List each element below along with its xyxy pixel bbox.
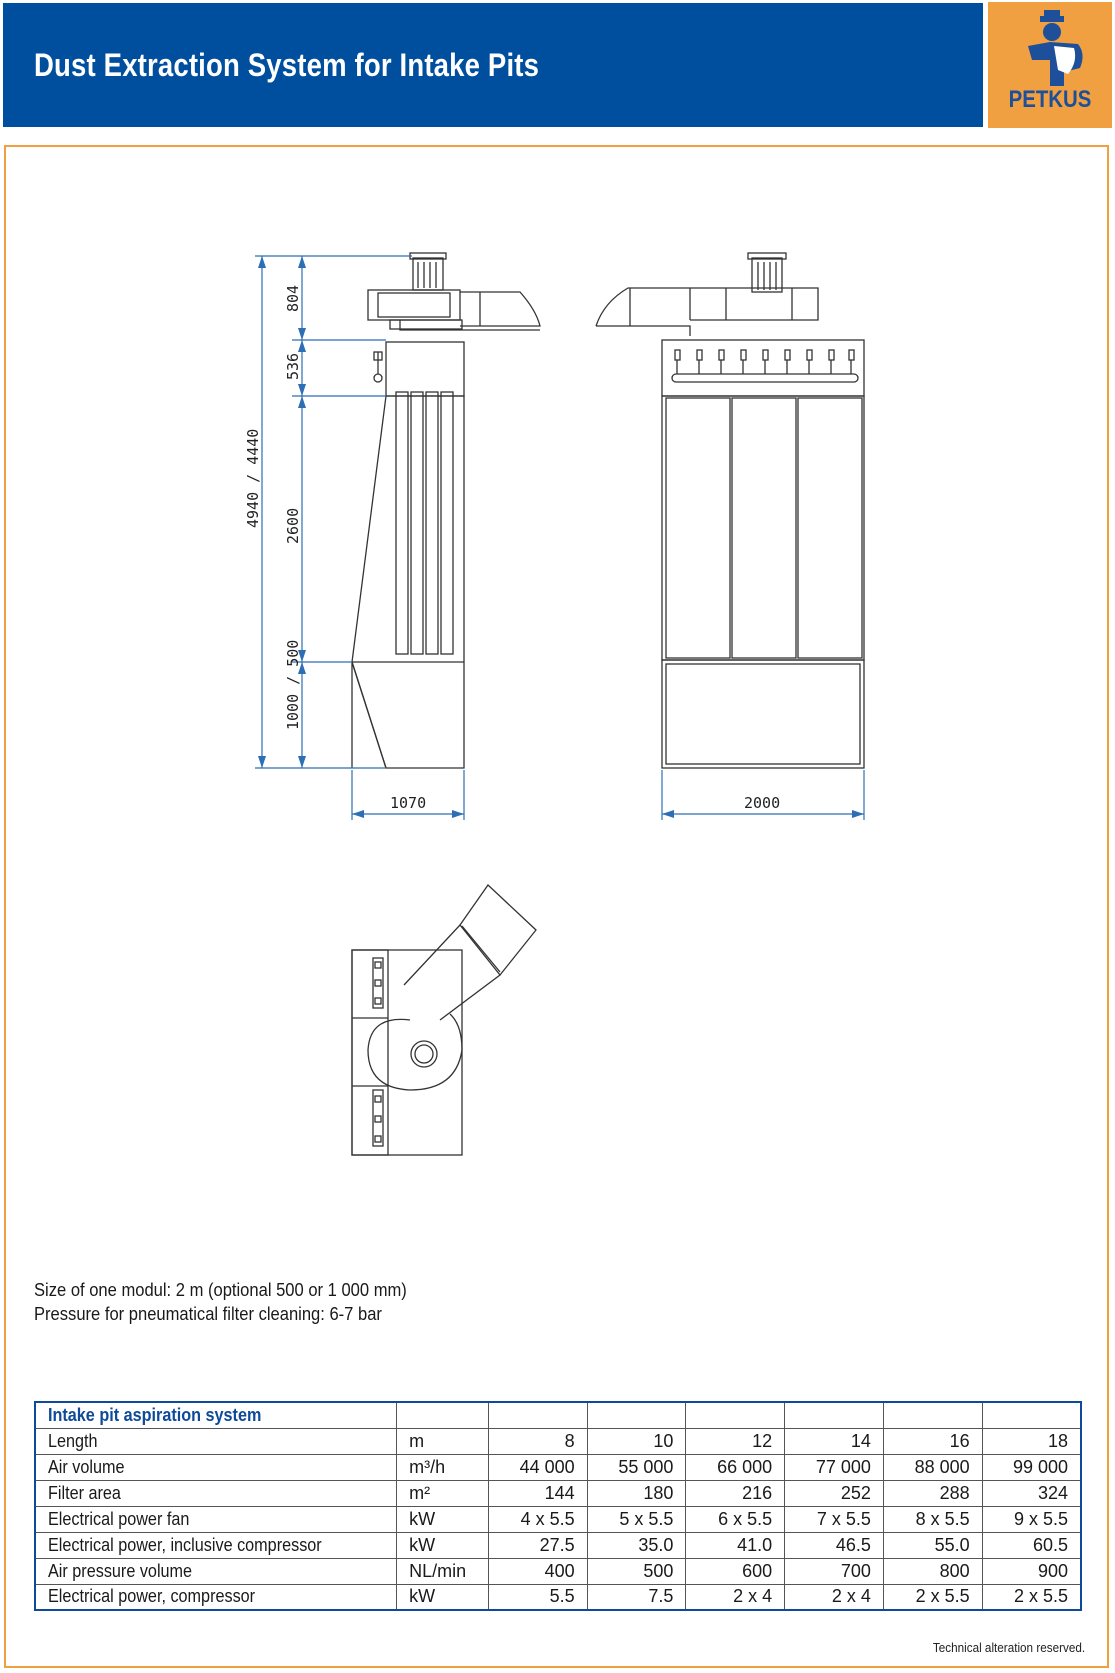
dim-1070: 1070 bbox=[390, 794, 427, 812]
cell: 2 x 4 bbox=[686, 1584, 785, 1610]
cell: 5 x 5.5 bbox=[587, 1506, 686, 1532]
cell: 46.5 bbox=[785, 1532, 884, 1558]
table-row bbox=[35, 1480, 1081, 1506]
side-view bbox=[352, 253, 540, 768]
top-view bbox=[352, 885, 536, 1155]
cell: 288 bbox=[883, 1480, 982, 1506]
dim-536: 536 bbox=[284, 352, 302, 380]
row-label: Filter area bbox=[35, 1480, 397, 1506]
table-row bbox=[35, 1506, 1081, 1532]
spec-table bbox=[34, 1401, 1082, 1611]
cell: 55.0 bbox=[883, 1532, 982, 1558]
cell: 8 x 5.5 bbox=[883, 1506, 982, 1532]
cell: 400 bbox=[488, 1558, 587, 1584]
cell: 88 000 bbox=[883, 1454, 982, 1480]
cell: 144 bbox=[488, 1480, 587, 1506]
dim-2600: 2600 bbox=[284, 507, 302, 544]
cell: 7 x 5.5 bbox=[785, 1506, 884, 1532]
row-label: Air volume bbox=[35, 1454, 397, 1480]
table-title: Intake pit aspiration system bbox=[35, 1402, 397, 1428]
cell: 180 bbox=[587, 1480, 686, 1506]
row-unit: kW bbox=[397, 1506, 489, 1532]
cell: 12 bbox=[686, 1428, 785, 1454]
logo-text: PETKUS bbox=[1008, 86, 1092, 113]
cell: 10 bbox=[587, 1428, 686, 1454]
page-title: Dust Extraction System for Intake Pits bbox=[34, 47, 540, 83]
row-label: Air pressure volume bbox=[35, 1558, 397, 1584]
cell: 2 x 4 bbox=[785, 1584, 884, 1610]
cell: 60.5 bbox=[982, 1532, 1081, 1558]
cell: 77 000 bbox=[785, 1454, 884, 1480]
cell: 600 bbox=[686, 1558, 785, 1584]
cell: 16 bbox=[883, 1428, 982, 1454]
cell: 6 x 5.5 bbox=[686, 1506, 785, 1532]
row-label: Electrical power fan bbox=[35, 1506, 397, 1532]
table-row bbox=[35, 1584, 1081, 1610]
cell: 44 000 bbox=[488, 1454, 587, 1480]
row-label: Electrical power, inclusive compressor bbox=[35, 1532, 397, 1558]
dim-2000: 2000 bbox=[744, 794, 781, 812]
cell: 35.0 bbox=[587, 1532, 686, 1558]
front-view bbox=[596, 253, 864, 768]
cell: 14 bbox=[785, 1428, 884, 1454]
row-label: Length bbox=[35, 1428, 397, 1454]
cell: 252 bbox=[785, 1480, 884, 1506]
row-unit: m³/h bbox=[397, 1454, 489, 1480]
cell: 7.5 bbox=[587, 1584, 686, 1610]
cell: 99 000 bbox=[982, 1454, 1081, 1480]
footnote: Technical alteration reserved. bbox=[932, 1640, 1085, 1655]
table-row bbox=[35, 1558, 1081, 1584]
cell: 18 bbox=[982, 1428, 1081, 1454]
cell: 5.5 bbox=[488, 1584, 587, 1610]
row-unit: NL/min bbox=[397, 1558, 489, 1584]
cell: 2 x 5.5 bbox=[982, 1584, 1081, 1610]
dim-4940-4440: 4940 / 4440 bbox=[244, 428, 262, 528]
cell: 9 x 5.5 bbox=[982, 1506, 1081, 1532]
cell: 8 bbox=[488, 1428, 587, 1454]
dim-1000-500: 1000 / 500 bbox=[284, 639, 302, 730]
cell: 900 bbox=[982, 1558, 1081, 1584]
note-pressure: Pressure for pneumatical filter cleaning: 6-7 bar bbox=[34, 1304, 382, 1324]
row-unit: m bbox=[397, 1428, 489, 1454]
cell: 700 bbox=[785, 1558, 884, 1584]
notes bbox=[34, 1278, 407, 1326]
note-module-size: Size of one modul: 2 m (optional 500 or 1 000 mm) bbox=[34, 1280, 407, 1300]
cell: 500 bbox=[587, 1558, 686, 1584]
cell: 2 x 5.5 bbox=[883, 1584, 982, 1610]
row-unit: kW bbox=[397, 1584, 489, 1610]
cell: 66 000 bbox=[686, 1454, 785, 1480]
cell: 324 bbox=[982, 1480, 1081, 1506]
row-unit: kW bbox=[397, 1532, 489, 1558]
cell: 41.0 bbox=[686, 1532, 785, 1558]
cell: 27.5 bbox=[488, 1532, 587, 1558]
row-unit: m² bbox=[397, 1480, 489, 1506]
cell: 800 bbox=[883, 1558, 982, 1584]
cell: 216 bbox=[686, 1480, 785, 1506]
cell: 55 000 bbox=[587, 1454, 686, 1480]
table-row bbox=[35, 1532, 1081, 1558]
dim-804: 804 bbox=[284, 284, 302, 312]
row-label: Electrical power, compressor bbox=[35, 1584, 397, 1610]
table-row bbox=[35, 1454, 1081, 1480]
table-header-row bbox=[35, 1402, 1081, 1428]
cell: 4 x 5.5 bbox=[488, 1506, 587, 1532]
table-row bbox=[35, 1428, 1081, 1454]
